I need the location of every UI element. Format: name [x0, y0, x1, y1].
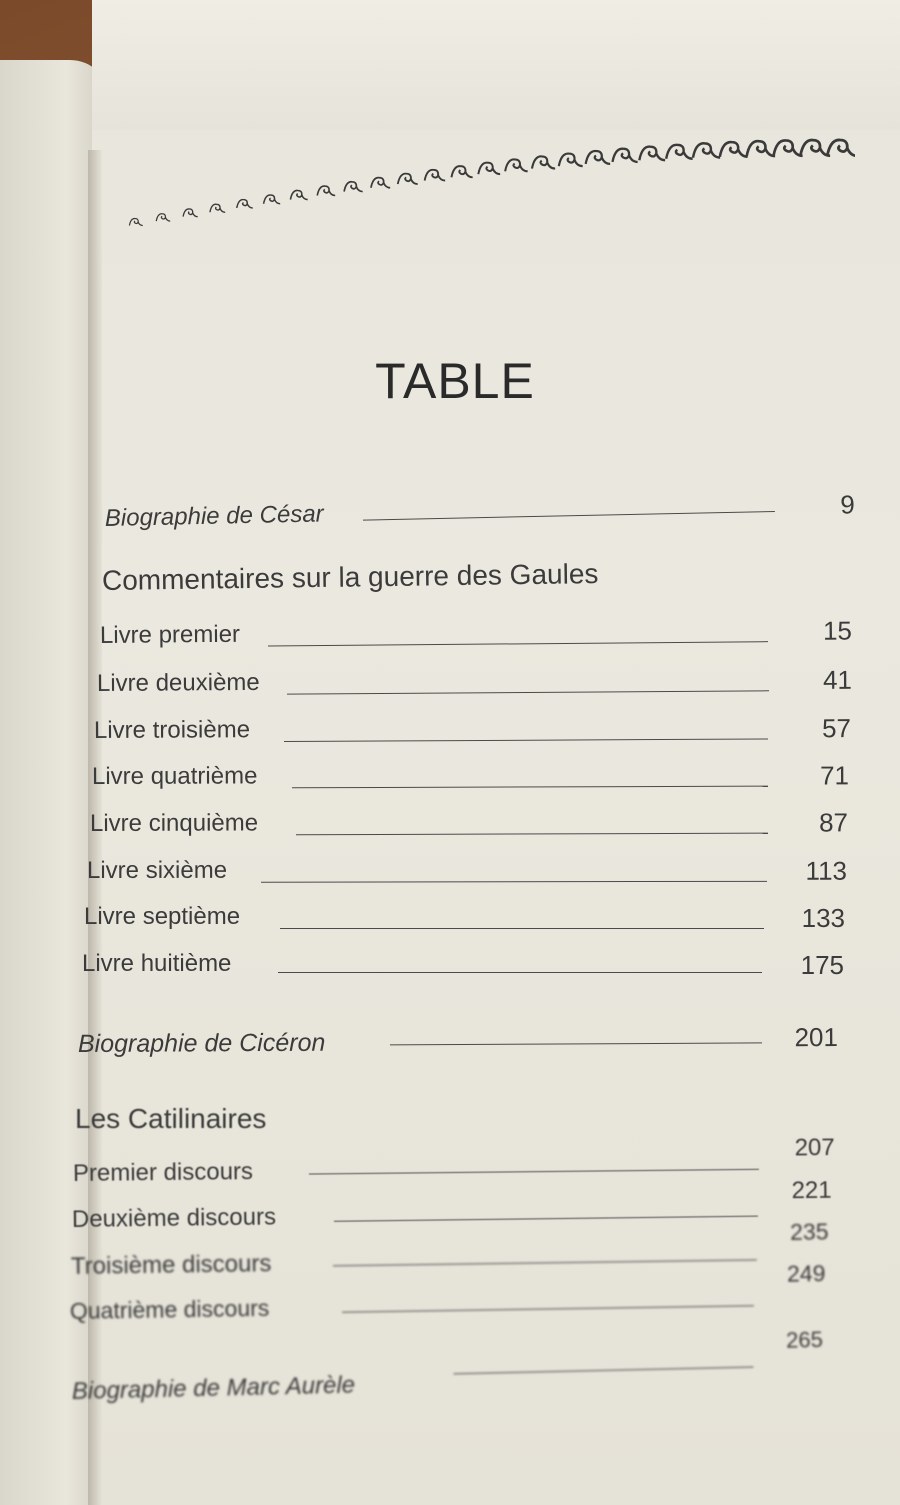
- toc-page-number: 201: [794, 1022, 839, 1053]
- toc-entry-label: Premier discours: [72, 1158, 254, 1187]
- wave-scroll-mark: [639, 147, 665, 161]
- wave-scroll-mark: [344, 182, 363, 192]
- toc-page-number: 9: [839, 489, 856, 520]
- toc-entry-label: Livre cinquième: [89, 809, 259, 837]
- toc-entry-label: Quatrième discours: [69, 1294, 270, 1324]
- wave-scroll-mark: [586, 151, 610, 164]
- wave-scroll-mark: [290, 190, 307, 199]
- toc-page-number: 207: [794, 1134, 835, 1162]
- toc-leader: [390, 1042, 762, 1045]
- wave-scroll-mark: [612, 149, 637, 162]
- toc-entry: [72, 1134, 835, 1200]
- toc-entry-label: Livre quatrième: [91, 762, 258, 790]
- toc-leader: [334, 1216, 758, 1222]
- wave-scroll-mark: [210, 204, 225, 212]
- toc-page-number: 249: [786, 1260, 826, 1287]
- wave-scroll-mark: [451, 166, 472, 177]
- toc-page-number: 235: [789, 1218, 829, 1245]
- wave-scroll-mark: [371, 178, 390, 188]
- wave-scroll-mark: [827, 140, 855, 156]
- toc-leader: [268, 641, 768, 646]
- section-heading: Les Catilinaires: [75, 1103, 267, 1134]
- toc-page-number: 133: [801, 903, 845, 933]
- toc-leader: [284, 738, 768, 742]
- toc-leader: [333, 1259, 757, 1266]
- toc-leader: [287, 690, 769, 694]
- wave-scroll-mark: [720, 142, 748, 157]
- toc-page-number: 71: [820, 760, 850, 791]
- toc-page-number: 221: [791, 1176, 832, 1205]
- toc-leader: [342, 1305, 754, 1312]
- wave-scroll-mark: [747, 141, 775, 156]
- toc-entry: [97, 665, 852, 710]
- wave-scroll-mark: [129, 218, 142, 225]
- toc-leader: [363, 511, 775, 521]
- wave-scroll-mark: [666, 145, 692, 159]
- toc-entry-label: Deuxième discours: [71, 1203, 277, 1233]
- wave-scroll-mark: [532, 156, 555, 168]
- section-heading: Commentaires sur la guerre des Gaules: [101, 558, 599, 596]
- toc-page-number: 15: [822, 615, 853, 646]
- toc-entry: [84, 903, 845, 943]
- toc-entry: [94, 713, 851, 757]
- page-title: TABLE: [375, 353, 535, 409]
- toc-entry-label: Livre deuxième: [96, 668, 260, 697]
- toc-leader: [261, 881, 767, 883]
- wave-scroll-mark: [317, 186, 335, 195]
- toc-leader: [296, 833, 768, 836]
- toc-entry-label: Livre sixième: [86, 856, 228, 884]
- wave-scroll-mark: [774, 140, 803, 155]
- toc-entry-label: Biographie de César: [104, 500, 324, 532]
- toc-page-number: 175: [800, 950, 844, 980]
- wave-scroll-mark: [693, 143, 720, 157]
- toc-page-number: 87: [819, 807, 849, 838]
- wave-scroll-mark: [264, 195, 281, 204]
- toc-leader: [309, 1169, 759, 1175]
- toc-entry-label: Livre huitième: [82, 950, 232, 977]
- toc-entry: [92, 760, 849, 803]
- wave-scroll-mark: [800, 140, 830, 156]
- wave-scroll-mark: [183, 209, 198, 217]
- toc-entry: [77, 1022, 839, 1070]
- toc-entry: [82, 950, 844, 990]
- wave-scroll-mark: [559, 154, 583, 167]
- toc-page-number: 113: [805, 855, 848, 886]
- wave-scroll-mark: [478, 163, 500, 175]
- toc-leader: [292, 786, 768, 789]
- toc-page-number: 57: [821, 713, 852, 744]
- toc-entry-label: Livre premier: [99, 620, 241, 649]
- toc-entry: [87, 856, 847, 897]
- toc-entry: [90, 807, 848, 850]
- wave-scroll-mark: [156, 214, 170, 221]
- toc-entry-label: Biographie de Cicéron: [77, 1028, 326, 1058]
- toc-entry-label: Livre septième: [84, 903, 241, 930]
- toc-leader: [280, 928, 764, 929]
- wave-scroll-mark: [425, 170, 446, 181]
- wave-scroll-mark: [237, 200, 253, 208]
- toc-leader: [278, 972, 762, 973]
- toc-page-number: 265: [785, 1326, 824, 1353]
- toc-entry-label: Livre troisième: [93, 716, 251, 744]
- toc-entry: [100, 615, 852, 662]
- toc-leader: [454, 1367, 754, 1375]
- toc-entry-label: Troisième discours: [70, 1250, 272, 1280]
- toc-page-number: 41: [822, 664, 853, 695]
- wave-scroll-mark: [505, 159, 528, 171]
- wave-scroll-mark: [398, 174, 418, 184]
- page-top: [92, 0, 900, 130]
- toc-entry-label: Biographie de Marc Aurèle: [71, 1371, 356, 1405]
- wave-ornament-icon: [125, 120, 855, 240]
